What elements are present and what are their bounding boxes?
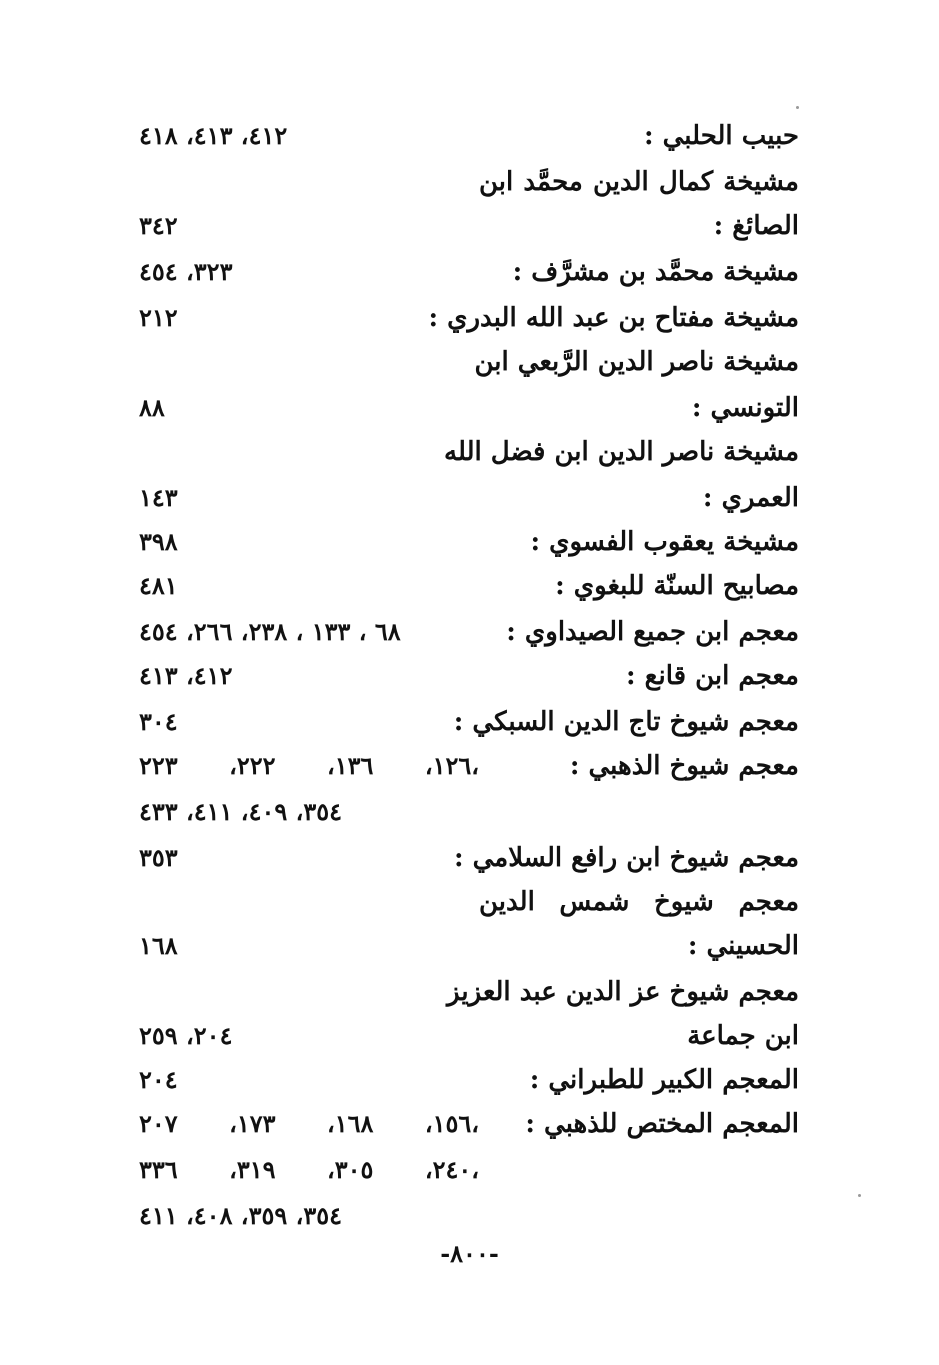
entry-title: معجم ابن قانع :: [626, 661, 799, 691]
entry-title: التونسي :: [691, 393, 799, 423]
entry-title: مشيخة كمال الدين محمَّد ابن: [479, 167, 799, 197]
index-entry: [139, 610, 799, 654]
index-entry: [139, 520, 799, 564]
index-entry: [139, 1014, 799, 1058]
index-entry-continuation: [139, 1194, 799, 1238]
entry-pages: ٣٩٨: [139, 527, 178, 556]
index-entry: [139, 1102, 799, 1146]
index-entry: [139, 160, 799, 204]
entry-title: الحسيني :: [687, 931, 799, 961]
index-entry: [139, 564, 799, 608]
entry-pages: ٢١٢: [139, 303, 178, 332]
entry-title: معجم ابن جميع الصيداوي :: [506, 617, 799, 647]
entry-title: ابن جماعة: [687, 1021, 799, 1051]
entry-pages: ٣٥٣: [139, 843, 178, 872]
entry-title: معجم شيوخ تاج الدين السبكي :: [453, 707, 799, 737]
index-entry: [139, 880, 799, 924]
index-entry: [139, 836, 799, 880]
entry-pages: ٢٤٠، ٣٠٥، ٣١٩، ٣٣٦،: [139, 1155, 479, 1184]
entry-title: العمري :: [702, 483, 799, 513]
entry-pages: ١٦٨: [139, 931, 178, 960]
entry-pages: ٣٥٤، ٣٥٩، ٤٠٨، ٤١١: [139, 1201, 343, 1230]
index-entry: [139, 386, 799, 430]
entry-pages: ١٤٣: [139, 483, 178, 512]
entry-pages: ٤١٢، ٤١٣، ٤١٨: [139, 121, 288, 150]
index-entry-continuation: [139, 790, 799, 834]
entry-title: حبيب الحلبي :: [643, 121, 799, 151]
entry-title: الصائغ :: [713, 211, 799, 241]
index-entry: [139, 744, 799, 788]
index-entry: [139, 700, 799, 744]
index-entry: [139, 114, 799, 158]
entry-title: مشيخة ناصر الدين الرَّبعي ابن: [474, 347, 799, 377]
index-entry-continuation: [139, 1148, 799, 1192]
index-entry: [139, 654, 799, 698]
scan-speck: [858, 1194, 861, 1197]
index-entry: [139, 430, 799, 474]
entry-title: مشيخة ناصر الدين ابن فضل الله: [444, 437, 799, 467]
entry-pages: ٤١٢، ٤١٣: [139, 661, 233, 690]
index-entry: [139, 250, 799, 294]
index-entry: [139, 1058, 799, 1102]
index-entry: [139, 970, 799, 1014]
entry-pages: ٨٨: [139, 393, 165, 422]
entry-pages: ٣٠٤: [139, 707, 178, 736]
entry-pages: ١٥٦، ١٦٨، ١٧٣، ٢٠٧،: [139, 1109, 479, 1138]
index-entry: [139, 476, 799, 520]
entry-title: معجم شيوخ ابن رافع السلامي :: [453, 843, 799, 873]
entry-title: المعجم الكبير للطبراني :: [529, 1065, 799, 1095]
entry-pages: ٤٨١: [139, 571, 178, 600]
entry-pages: ٢٠٤: [139, 1065, 178, 1094]
index-entry: [139, 924, 799, 968]
entry-pages: ٣٢٣، ٤٥٤: [139, 257, 233, 286]
entry-pages: ٣٥٤، ٤٠٩، ٤١١، ٤٣٣: [139, 797, 343, 826]
entry-pages: ١٢٦، ١٣٦، ٢٢٢، ٢٢٣،: [139, 751, 479, 780]
page-number: -٨٠٠-: [440, 1239, 499, 1268]
entry-title: المعجم المختص للذهبي :: [525, 1109, 799, 1139]
entry-title: معجم شيوخ الذهبي :: [569, 751, 799, 781]
entry-pages: ٣٤٢: [139, 211, 178, 240]
entry-title: مشيخة يعقوب الفسوي :: [530, 527, 799, 557]
index-entry: [139, 296, 799, 340]
entry-pages: ٢٠٤، ٢٥٩: [139, 1021, 233, 1050]
entry-title: مصابيح السنّة للبغوي :: [555, 571, 799, 601]
entry-pages: ٦٨ ، ١٣٣ ، ٢٣٨، ٢٦٦، ٤٥٤: [139, 617, 401, 646]
entry-title: معجم شيوخ شمس الدين: [479, 887, 799, 917]
scan-speck: [796, 106, 799, 109]
index-entry: [139, 340, 799, 384]
index-entry: [139, 204, 799, 248]
entry-title: مشيخة محمَّد بن مشرَّف :: [512, 257, 799, 287]
entry-title: مشيخة مفتاح بن عبد الله البدري :: [428, 303, 799, 333]
entry-title: معجم شيوخ عز الدين عبد العزيز: [447, 977, 799, 1007]
